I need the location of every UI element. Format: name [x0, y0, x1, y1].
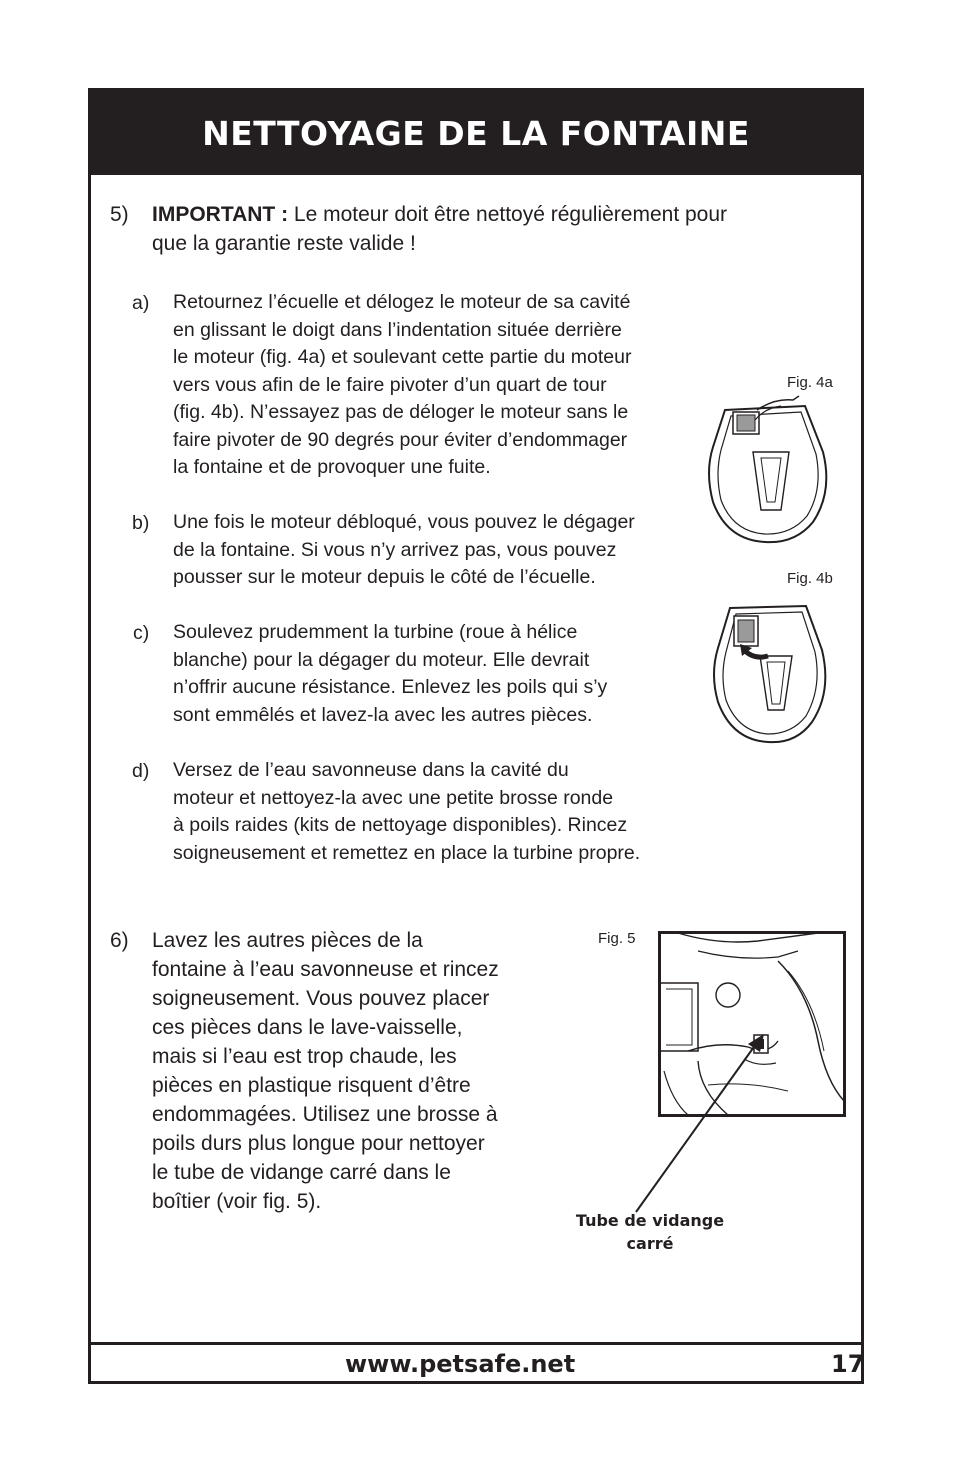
item-d-line: soigneusement et remettez en place la turbine propre. [173, 841, 641, 864]
item-c-line: Soulevez prudemment la turbine (roue à hélice [173, 621, 578, 643]
fig-4a-illustration [705, 392, 833, 547]
item-c-line: n’offrir aucune résistance. Enlevez les poils qui s’y [173, 676, 608, 698]
item-d-line: Versez de l’eau savonneuse dans la cavité du [173, 759, 569, 781]
item-a-text [173, 289, 632, 482]
drain-tube-callout [550, 1209, 750, 1255]
step-6-line: endommagées. Utilisez une brosse à [152, 1103, 498, 1126]
item-a-line: Retournez l’écuelle et délogez le moteur de sa cavité [173, 291, 631, 313]
item-c-text [173, 619, 607, 729]
item-a-letter: a) [132, 292, 150, 314]
page-number: 17 [831, 1350, 865, 1378]
step-6-number: 6) [110, 929, 129, 952]
callout-line-2: carré [626, 1234, 674, 1253]
important-label: IMPORTANT : [152, 203, 289, 226]
callout-leader-line [630, 1030, 770, 1216]
item-d-line: moteur et nettoyez-la avec une petite brosse ronde [173, 786, 614, 809]
page-header [91, 91, 861, 175]
step-6-line: poils durs plus longue pour nettoyer [152, 1132, 485, 1155]
step-6-line: Lavez les autres pièces de la [152, 929, 423, 952]
item-b-line: de la fontaine. Si vous n’y arrivez pas, vous pouvez [173, 538, 617, 561]
item-b-text [173, 509, 635, 592]
step-6-line: soigneusement. Vous pouvez placer [152, 987, 490, 1010]
item-b-line: Une fois le moteur débloqué, vous pouvez le dégager [173, 511, 635, 533]
fig-5-label: Fig. 5 [598, 930, 636, 947]
fig-4b-illustration [710, 598, 832, 748]
step-6-line: fontaine à l’eau savonneuse et rincez [152, 958, 499, 981]
item-a-line: le moteur (fig. 4a) et soulevant cette partie du moteur [173, 346, 632, 368]
item-d-line: à poils raides (kits de nettoyage disponibles). Rincez [173, 814, 628, 836]
important-text-line-2: que la garantie reste valide ! [152, 232, 416, 255]
footer-url[interactable]: www.petsafe.net [345, 1350, 576, 1378]
item-a-line: faire pivoter de 90 degrés pour éviter d’endommager [173, 428, 628, 451]
step-5-important [152, 200, 727, 258]
callout-line-1: Tube de vidange [575, 1211, 725, 1230]
item-b-line: pousser sur le moteur depuis le côté de l’écuelle. [173, 566, 596, 588]
item-a-line: en glissant le doigt dans l’indentation située derrière [173, 318, 622, 341]
step-5-number: 5) [110, 203, 129, 226]
fig-4a-label: Fig. 4a [787, 374, 833, 391]
page-title: NETTOYAGE DE LA FONTAINE [202, 113, 750, 153]
step-6-line: mais si l’eau est trop chaude, les [152, 1045, 457, 1068]
item-c-line: blanche) pour la dégager du moteur. Elle devrait [173, 648, 590, 671]
item-a-line: (fig. 4b). N’essayez pas de déloger le moteur sans le [173, 401, 629, 423]
item-a-line: vers vous afin de le faire pivoter d’un quart de tour [173, 373, 607, 396]
step-6-text [152, 926, 499, 1216]
important-text-line-1: Le moteur doit être nettoyé régulièrement pour [288, 203, 728, 226]
step-6-line: le tube de vidange carré dans le [152, 1161, 451, 1184]
item-c-line: sont emmêlés et lavez-la avec les autres pièces. [173, 703, 593, 726]
item-c-letter: c) [133, 622, 150, 644]
fig-4b-label: Fig. 4b [787, 570, 833, 587]
item-b-letter: b) [132, 512, 150, 534]
item-d-text [173, 757, 640, 867]
step-6-line: pièces en plastique risquent d’être [152, 1074, 471, 1097]
step-6-line: boîtier (voir fig. 5). [152, 1190, 322, 1213]
item-d-letter: d) [132, 760, 150, 782]
item-a-line: la fontaine et de provoquer une fuite. [173, 456, 491, 478]
footer-divider [91, 1342, 861, 1345]
step-6-line: ces pièces dans le lave-vaisselle, [152, 1016, 463, 1039]
